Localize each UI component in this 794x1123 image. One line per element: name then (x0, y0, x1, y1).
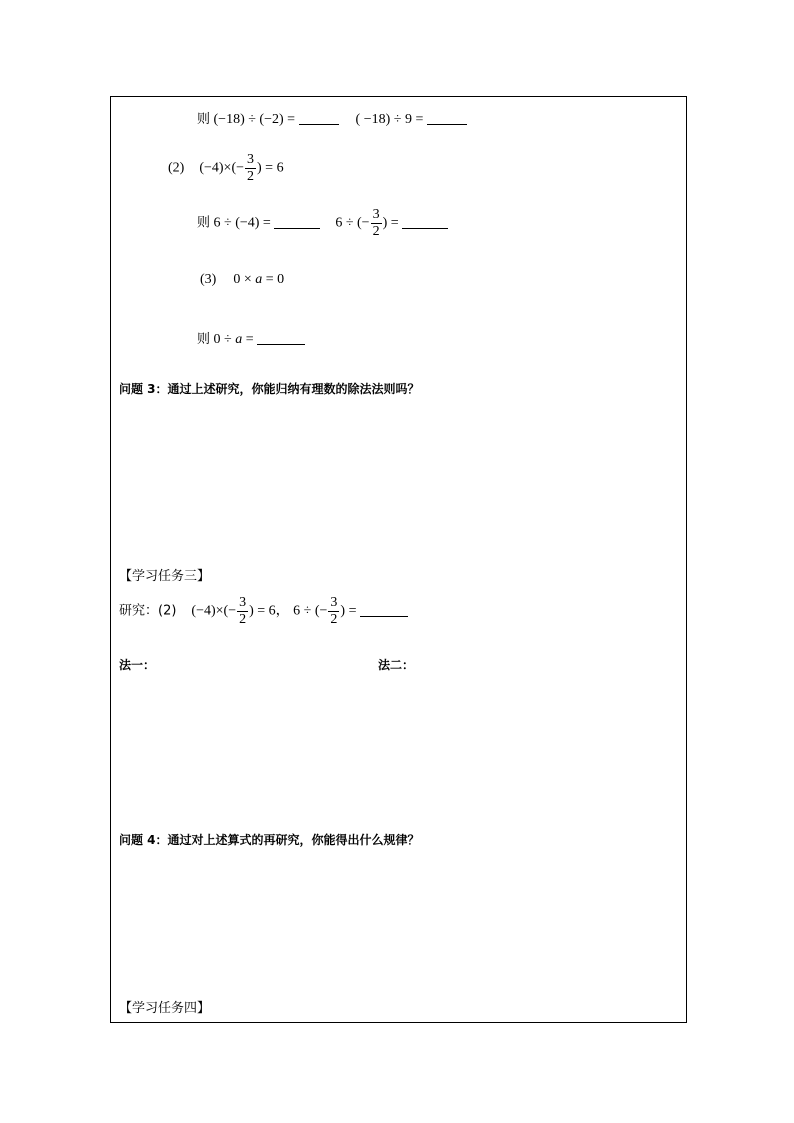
expr-left: 0 ÷ (213, 332, 236, 347)
expr-right: ) = 6 (257, 160, 284, 176)
item-number-2: (2) (168, 160, 185, 176)
line-division-6 (197, 208, 448, 239)
question-3: 问题 3：通过上述研究，你能归纳有理数的除法法则吗？ (119, 382, 420, 396)
expr-right: = 0 (262, 272, 285, 287)
answer-blank-6[interactable] (360, 602, 408, 617)
fraction-three-halves: $\frac{3}{2}$ (372, 207, 380, 239)
question-4: 问题 4：通过对上述算式的再研究，你能得出什么规律？ (119, 833, 420, 847)
answer-blank-4[interactable] (402, 214, 448, 229)
line-item-3 (200, 272, 284, 288)
line-item-2 (168, 153, 284, 184)
expr-left: (−4)×(− (199, 160, 245, 176)
method-2-label: 法二： (378, 658, 415, 672)
answer-blank-3[interactable] (274, 214, 320, 229)
line-zero-div-a (197, 328, 305, 348)
expr-6-div-neg4: 6 ÷ (−4) = (213, 215, 275, 231)
expr-left: 0 × (233, 272, 256, 287)
expr-6-div-right: ) = (382, 215, 403, 231)
method-1-label: 法一： (119, 658, 156, 672)
study-label: 研究：(2) (119, 603, 177, 619)
line-division-18 (197, 108, 467, 128)
answer-blank-5[interactable] (257, 330, 305, 345)
ze-prefix: 则 (197, 215, 211, 231)
variable-a: a (235, 332, 243, 347)
answer-blank-2[interactable] (427, 110, 467, 125)
expr-neg18-div-9: ( −18) ÷ 9 = (355, 112, 427, 127)
expr2-right: ) = (340, 603, 360, 619)
answer-blank-1[interactable] (299, 110, 339, 125)
ze-prefix: 则 (197, 112, 211, 127)
variable-a: a (255, 272, 263, 287)
expr-mid: ) = 6， (249, 603, 290, 619)
fraction-three-halves: $\frac{3}{2}$ (247, 152, 255, 184)
fraction-three-halves: $\frac{3}{2}$ (239, 595, 247, 627)
expr-6-div-left: 6 ÷ (− (335, 215, 370, 231)
task-3-heading: 【学习任务三】 (119, 569, 211, 584)
task-3-study-line (119, 596, 408, 627)
ze-prefix: 则 (197, 332, 211, 347)
expr2-left: 6 ÷ (− (293, 603, 328, 619)
fraction-three-halves: $\frac{3}{2}$ (330, 595, 338, 627)
task-4-heading: 【学习任务四】 (119, 1001, 211, 1016)
expr-neg18-div-neg2: (−18) ÷ (−2) = (213, 112, 299, 127)
expr-left: (−4)×(− (191, 603, 237, 619)
expr-right: = (242, 332, 258, 347)
item-number-3: (3) (200, 272, 217, 287)
